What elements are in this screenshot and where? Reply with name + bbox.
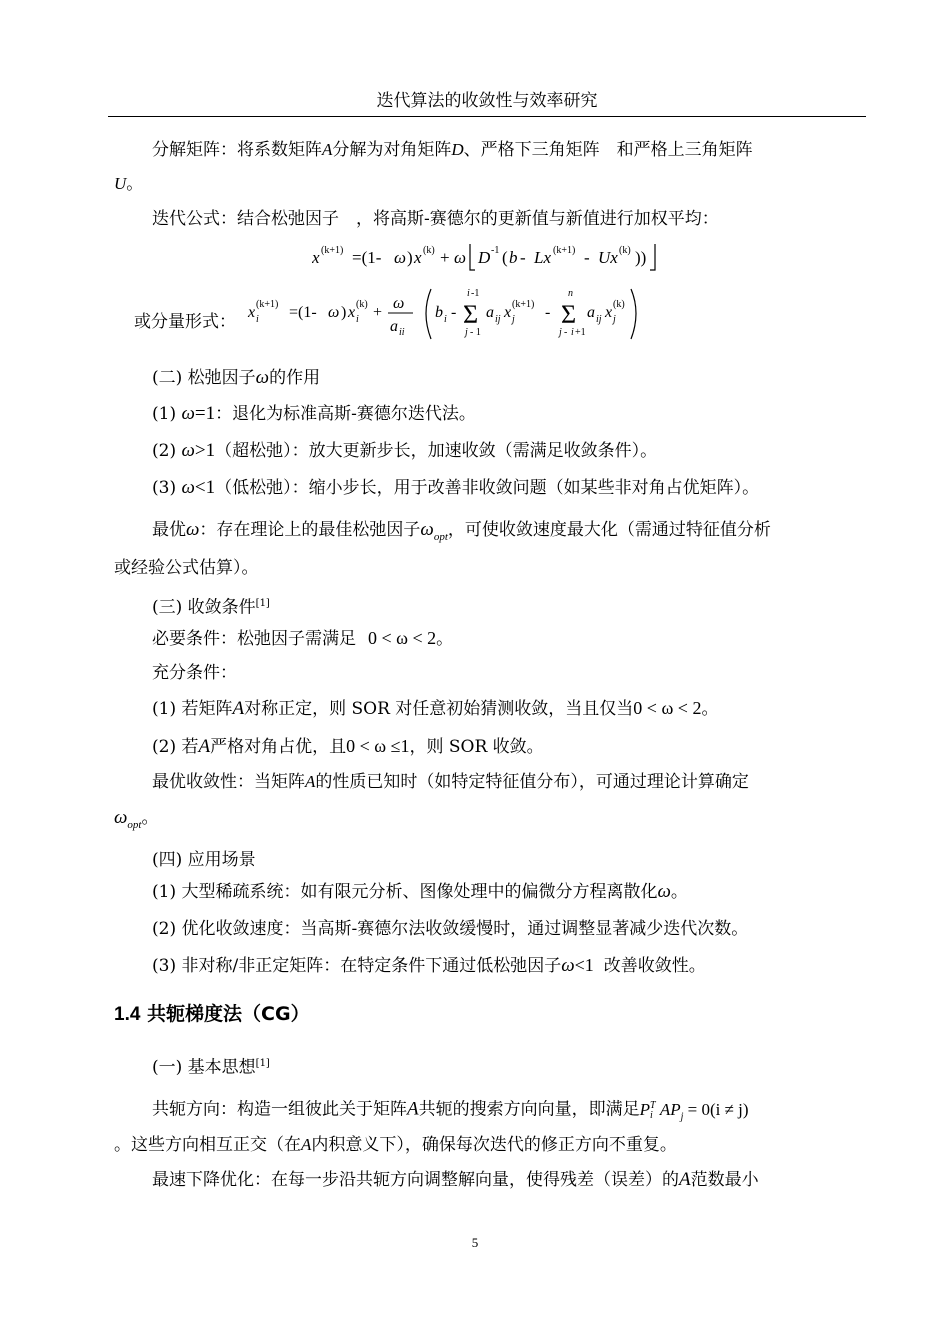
relax-item-1-text: ：退化为标准高斯-赛德尔迭代法。 <box>215 404 476 424</box>
svg-text:(k): (k) <box>619 245 631 256</box>
svg-text:x: x <box>605 304 613 321</box>
optimal-text-cont: ，可使收敛速度最大化（需通过特征值分析 <box>447 520 771 540</box>
svg-text:=(1-: =(1- <box>289 304 317 321</box>
svg-text:(k+1): (k+1) <box>321 245 344 256</box>
sor-component-formula <box>245 283 655 347</box>
sufficient-condition-1 <box>152 696 718 721</box>
sufficient-condition-2 <box>152 734 544 759</box>
optimal-conv-text: 最优收敛性：当矩阵 <box>152 772 305 792</box>
optimal-convergence-line-2 <box>114 806 158 837</box>
matrix-D-symbol: D <box>451 140 464 159</box>
iteration-formula-intro: 迭代公式：结合松弛因子 ，将高斯-赛德尔的更新值与新值进行加权平均： <box>152 209 719 229</box>
svg-text:x: x <box>414 248 422 267</box>
application-3 <box>152 953 706 978</box>
matrix-A-symbol: A <box>322 140 333 159</box>
conjugate-direction-line-1 <box>152 1094 749 1129</box>
cond-2-text: (2) 若 <box>152 737 199 757</box>
svg-text:-: - <box>545 304 551 321</box>
omega-symbol: ω <box>181 403 195 424</box>
cg-basic-idea-title <box>152 1052 270 1080</box>
svg-text:x: x <box>504 304 512 321</box>
period: 。 <box>436 629 454 649</box>
matrix-A-symbol: A <box>198 736 211 757</box>
svg-text:(k): (k) <box>613 299 625 310</box>
omega-gt-expr: >1 <box>194 440 216 461</box>
omega-symbol: ω <box>255 367 270 388</box>
svg-text:ij: ij <box>495 314 501 325</box>
svg-text:j: j <box>559 327 562 338</box>
svg-text:j: j <box>465 327 468 338</box>
cond-2-end: ，则 SOR 收敛。 <box>409 737 544 757</box>
svg-text:(k): (k) <box>356 299 368 310</box>
svg-text:b: b <box>435 304 443 321</box>
omega-eq-expr: =1 <box>194 403 216 424</box>
matrix-A-symbol: A <box>679 1169 691 1190</box>
running-header: 迭代算法的收敛性与效率研究 <box>376 91 598 111</box>
relax-item-3-text: （低松弛）：缩小步长，用于改善非收敛问题（如某些非对角占优矩阵）。 <box>215 478 760 498</box>
optimal-omega-line-2: 或经验公式估算）。 <box>114 558 259 578</box>
cond-2-text-cont: 严格对角占优，且 <box>210 737 347 757</box>
svg-text:)): )) <box>635 248 647 267</box>
svg-text:-1: -1 <box>491 245 500 256</box>
svg-text:x: x <box>312 248 320 267</box>
section-2-title-suffix: 的作用 <box>269 368 321 388</box>
steepest-descent-text-cont: 范数最小 <box>690 1170 759 1190</box>
svg-text:a: a <box>587 304 595 321</box>
citation: [1] <box>255 1058 270 1069</box>
optimal-convergence-line-1 <box>152 770 749 794</box>
period: 。 <box>141 808 159 828</box>
omega-symbol: ω <box>181 477 195 498</box>
conjugate-direction-line-2 <box>114 1133 677 1157</box>
steepest-descent-text: 最速下降优化：在每一步沿共轭方向调整解向量，使得残差（误差）的 <box>152 1170 679 1190</box>
svg-text:i: i <box>571 327 574 338</box>
svg-text:(k+1): (k+1) <box>553 245 576 256</box>
svg-text:+1: +1 <box>575 327 586 338</box>
omega-opt-symbol: $\omega_{opt}$ <box>114 807 142 831</box>
section-2-title <box>152 366 320 390</box>
relax-item-2-text: （超松弛）：放大更新步长，加速收敛（需满足收敛条件）。 <box>215 441 658 461</box>
svg-text:ij: ij <box>596 314 602 325</box>
svg-text:a: a <box>390 318 398 335</box>
item-number: (3) <box>152 478 182 498</box>
conjugacy-expr: $P^T$ i $AP_j = 0(i \ne j)$ <box>639 1099 749 1123</box>
svg-text:j: j <box>613 314 616 325</box>
decompose-line-2 <box>114 172 143 196</box>
heading-number: 1.4 <box>114 1004 141 1025</box>
optimal-text: ：存在理论上的最佳松弛因子 <box>199 520 421 540</box>
matrix-A-symbol: A <box>301 1135 312 1154</box>
matrix-A-symbol: A <box>305 772 316 791</box>
svg-text:): ) <box>407 248 413 267</box>
sor-matrix-formula <box>312 240 672 274</box>
relax-item-2 <box>152 439 657 463</box>
svg-text:ω: ω <box>393 295 405 312</box>
svg-text:ω: ω <box>394 248 407 267</box>
section-3-title <box>152 592 270 620</box>
necessary-text: 必要条件：松弛因子需满足 <box>152 629 356 649</box>
svg-text:D: D <box>478 248 491 267</box>
heading-text: 共轭梯度法（CG） <box>147 1003 310 1025</box>
decompose-line-1 <box>152 138 753 162</box>
svg-text:(k): (k) <box>423 245 435 256</box>
svg-text:(k+1): (k+1) <box>512 299 535 310</box>
svg-text:-: - <box>451 304 457 321</box>
header-rule <box>108 116 866 117</box>
svg-text:=(1-: =(1- <box>352 248 382 267</box>
omega-range-expr: 0 < ω < 2 <box>633 698 702 718</box>
section-3-title-text: (三) 收敛条件 <box>152 597 256 618</box>
svg-text:Lx: Lx <box>534 248 551 267</box>
omega-range-expr: 0 < ω < 2 <box>368 628 437 648</box>
component-form-label: 或分量形式： <box>134 312 236 332</box>
svg-text:-: - <box>584 248 590 267</box>
svg-text:- 1: - 1 <box>470 327 481 338</box>
svg-text:Σ: Σ <box>561 300 577 329</box>
svg-text:Ux: Ux <box>598 248 618 267</box>
matrix-U-symbol: U <box>114 174 127 193</box>
decompose-text-c: 、严格下三角矩阵 和严格上三角矩阵 <box>463 140 753 160</box>
application-1 <box>152 880 688 904</box>
svg-text:ii: ii <box>399 327 405 338</box>
matrix-A-symbol: A <box>407 1098 419 1120</box>
svg-text:j: j <box>512 314 515 325</box>
application-2: (2) 优化收敛速度：当高斯-赛德尔法收敛缓慢时，通过调整显著减少迭代次数。 <box>152 919 749 939</box>
decompose-text-d: 。 <box>126 174 144 194</box>
svg-text:-: - <box>520 248 526 267</box>
svg-text:Σ: Σ <box>463 300 479 329</box>
conjugate-text-3: 内积意义下），确保每次迭代的修正方向不重复。 <box>311 1135 677 1155</box>
svg-text:i: i <box>256 314 259 325</box>
optimal-conv-text-cont: 的性质已知时（如特定特征值分布），可通过理论计算确定 <box>315 772 749 792</box>
svg-text:x: x <box>248 304 256 321</box>
section-2-title-text: (二) 松弛因子 <box>152 368 256 388</box>
conjugacy-expr-rhs: = 0(i ≠ j) <box>687 1099 749 1119</box>
omega-range-expr: 0 < ω ≤1 <box>346 736 410 756</box>
svg-text:i: i <box>444 314 447 325</box>
section-heading-cg <box>114 1001 310 1028</box>
necessary-condition <box>152 626 453 651</box>
decompose-text-b: 分解为对角矩阵 <box>332 140 452 160</box>
conjugate-text-cont: 共轭的搜索方向向量，即满足 <box>418 1099 640 1120</box>
item-number: (1) <box>152 404 182 424</box>
omega-symbol: ω <box>181 440 195 461</box>
period: 。 <box>701 699 719 719</box>
citation: [1] <box>255 598 270 609</box>
application-1-text: (1) 大型稀疏系统：如有限元分析、图像处理中的偏微分方程离散化 <box>152 882 658 902</box>
cond-1-text: (1) 若矩阵 <box>152 699 233 719</box>
svg-text:+: + <box>373 304 383 321</box>
omega-opt-symbol: $\omega_{opt}$ <box>420 519 448 543</box>
svg-text:b: b <box>509 248 518 267</box>
svg-text:ω: ω <box>454 248 467 267</box>
period: 。 <box>670 882 688 902</box>
svg-text:ω: ω <box>328 304 340 321</box>
conjugate-text-2: 。这些方向相互正交（在 <box>114 1135 301 1155</box>
svg-text:x: x <box>348 304 356 321</box>
optimal-label: 最优 <box>152 520 186 540</box>
omega-symbol: ω <box>186 519 200 540</box>
svg-text:i: i <box>356 314 359 325</box>
svg-text:(k+1): (k+1) <box>256 299 279 310</box>
svg-text:): ) <box>341 304 347 321</box>
sufficient-label: 充分条件： <box>152 663 237 683</box>
omega-symbol: ω <box>657 881 671 902</box>
steepest-descent-line <box>152 1168 759 1192</box>
item-number: (2) <box>152 441 182 461</box>
basic-idea-text: (一) 基本思想 <box>152 1057 256 1078</box>
relax-item-1 <box>152 402 476 426</box>
svg-text:+: + <box>440 248 450 267</box>
matrix-A-symbol: A <box>232 698 245 719</box>
omega-symbol: ω <box>561 955 575 976</box>
cond-1-text-cont: 对称正定，则 SOR 对任意初始猜测收敛，当且仅当 <box>244 699 634 719</box>
optimal-omega-line-1 <box>152 518 771 549</box>
svg-text:a: a <box>486 304 494 321</box>
svg-text:-: - <box>564 327 568 338</box>
section-4-title: (四) 应用场景 <box>152 850 256 870</box>
decompose-text-a: 分解矩阵：将系数矩阵 <box>152 140 322 160</box>
svg-text:n: n <box>568 288 573 299</box>
conjugate-text: 共轭方向：构造一组彼此关于矩阵 <box>152 1099 407 1120</box>
svg-text:-1: -1 <box>471 288 480 299</box>
page-number: 5 <box>471 1235 479 1250</box>
omega-lt-expr: <1 <box>194 477 216 498</box>
svg-text:i: i <box>467 288 470 299</box>
svg-text:(: ( <box>502 248 508 267</box>
relax-item-3 <box>152 476 759 500</box>
application-3-text-cont: 改善收敛性。 <box>603 956 706 976</box>
application-3-text: (3) 非对称/非正定矩阵：在特定条件下通过低松弛因子 <box>152 956 562 976</box>
omega-lt-expr: <1 <box>574 955 594 975</box>
